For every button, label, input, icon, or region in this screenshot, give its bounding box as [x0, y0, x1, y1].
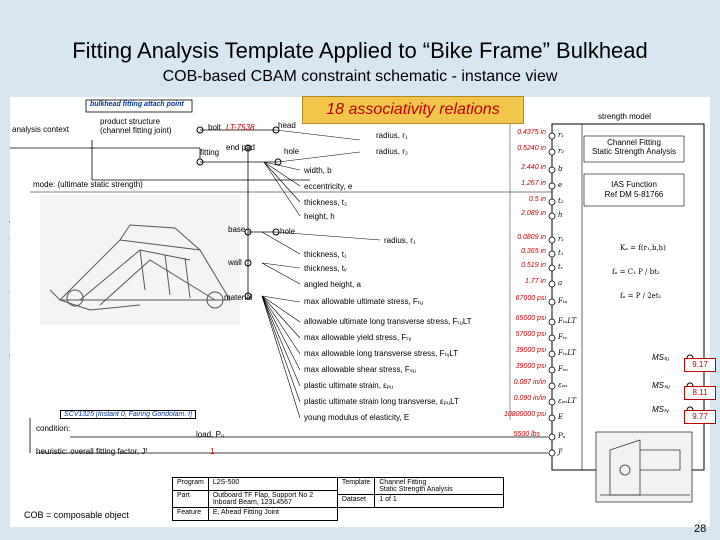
port-circle — [549, 299, 555, 305]
port-label: Pᵤ — [558, 432, 566, 440]
port-circle — [549, 450, 555, 456]
page-title: Fitting Analysis Template Applied to “Bike Frame” Bulkhead — [72, 38, 648, 63]
param-label: eccentricity, e — [304, 182, 353, 191]
part-label: Part — [173, 491, 209, 508]
dataset-label: Dataset — [337, 495, 374, 508]
port-circle — [549, 167, 555, 173]
port-label: b — [558, 165, 563, 173]
strength-model-label: strength model — [598, 112, 651, 121]
ias-function-box: IAS Function Ref DM 5-81766 — [604, 180, 664, 199]
fitting-joint-sketch — [596, 432, 692, 502]
param-label: plastic ultimate strain long transverse, εₚᵤLT — [304, 397, 459, 406]
param-value: 57000 psi — [515, 331, 546, 338]
param-value: 0.5240 in — [517, 145, 546, 152]
footnote: COB = composable object — [24, 510, 129, 520]
feature-value: E, Ahead Fitting Joint — [208, 508, 337, 521]
port-label: εₚᵤ — [558, 381, 568, 389]
param-label: young modulus of elasticity, E — [304, 413, 410, 422]
ms-label: MSₜᵧ — [652, 405, 670, 414]
port-circle — [549, 335, 555, 341]
port-label: εₚᵤLT — [558, 397, 577, 405]
port-circle — [549, 213, 555, 219]
param-label: max allowable shear stress, Fₛᵤ — [304, 365, 416, 374]
channel-fitting-box: Channel Fitting Static Strength Analysis — [591, 138, 677, 156]
param-label: allowable ultimate long transverse stress, FₜᵤLT — [304, 317, 472, 326]
page-number: 28 — [694, 523, 707, 535]
port-circle — [549, 399, 555, 405]
port-circle — [549, 133, 555, 139]
page-subtitle: COB-based CBAM constraint schematic - instance view — [162, 68, 558, 85]
port-label: tᵥ — [558, 263, 564, 271]
port-label: Fₛᵤ — [558, 365, 569, 373]
port-label: t₂ — [558, 197, 564, 205]
port-circle — [549, 434, 555, 440]
port-label: t₁ — [558, 249, 564, 257]
port-label: r₁ — [558, 131, 565, 139]
program-value: L2S-500 — [208, 478, 337, 491]
port-circle — [549, 251, 555, 257]
associativity-badge: 18 associativity relations — [302, 96, 524, 124]
product-structure-label: product structure (channel fitting joint) — [100, 117, 172, 135]
load-label: load, Pᵤ — [196, 430, 224, 439]
ms-value: 9.77 — [684, 410, 716, 424]
hole2-label: hole — [280, 227, 296, 236]
feature-label: Feature — [173, 508, 209, 521]
port-circle — [549, 383, 555, 389]
port-circle — [549, 415, 555, 421]
formula-3: fᵤ = P / 2et₁ — [620, 292, 662, 300]
param-label: width, b — [304, 166, 332, 175]
port-label: e — [558, 181, 563, 189]
param-label: radius, r₁ — [384, 236, 416, 245]
param-value: 10800000 psi — [503, 411, 546, 418]
param-label: thickness, t₁ — [304, 250, 347, 259]
port-label: Fₜᵤ — [558, 297, 568, 305]
ms-label: MSₜᵤ — [652, 353, 670, 362]
base-label: base — [228, 225, 246, 234]
formula-1: Kₐ = f(r₁,b,h) — [620, 244, 666, 252]
hole-label: hole — [284, 147, 300, 156]
param-label: thickness, t₂ — [304, 198, 348, 207]
condition-label: condition: — [36, 424, 71, 433]
port-circle — [549, 149, 555, 155]
port-circle — [549, 319, 555, 325]
port-label: r₂ — [558, 147, 565, 155]
info-table — [172, 477, 504, 521]
param-value: 0.0809 in — [517, 234, 546, 241]
param-value: 0.519 in — [521, 262, 546, 269]
part-value: Outboard TF Flap, Support No 2 Inboard Beam, 123L4567 — [208, 491, 337, 508]
param-value: 2.440 in — [521, 164, 546, 171]
param-value: 0.4375 in — [517, 129, 546, 136]
heuristic-label: heuristic: overall fitting factor, Jᶠ — [36, 447, 148, 456]
param-value: 39000 psi — [515, 347, 546, 354]
heuristic-value: 1 — [210, 447, 215, 456]
param-label: max allowable ultimate stress, Fₜᵤ — [304, 297, 424, 306]
port-label: a — [558, 279, 563, 287]
formula-2: fᵤ = C₁ P / bt₂ — [612, 268, 660, 276]
head-label: head — [278, 121, 296, 130]
param-value: 2.089 in — [521, 210, 546, 217]
port-label: r₁ — [558, 235, 565, 243]
wall-label: wall — [228, 258, 242, 267]
ms-value: 9.17 — [684, 358, 716, 372]
port-circle — [549, 351, 555, 357]
ms-value: 8.11 — [684, 386, 716, 400]
port-label: Jᶠ — [558, 448, 563, 456]
fitting-label: fitting — [200, 148, 220, 157]
param-value: 65000 psi — [515, 315, 546, 322]
port-circle — [549, 199, 555, 205]
port-circle — [549, 281, 555, 287]
ms-label: MSₛᵤ — [652, 381, 670, 390]
load-value: 5500 lbs — [513, 431, 540, 438]
port-circle — [549, 183, 555, 189]
template-label: Template — [337, 478, 374, 495]
param-label: plastic ultimate strain, εₚᵤ — [304, 381, 394, 390]
param-value: 0.090 in/in — [513, 395, 546, 402]
port-label: FₜᵤLT — [558, 317, 577, 325]
analysis-context-label: analysis context — [12, 125, 69, 134]
port-circle — [549, 265, 555, 271]
param-value: 1.267 in — [521, 180, 546, 187]
mode-label: mode: (ultimate static strength) — [33, 180, 143, 189]
program-label: Program — [173, 478, 209, 491]
bolt-value: LT-7538 — [226, 123, 255, 132]
param-value: 0.5 in — [528, 196, 546, 203]
param-label: max allowable yield stress, Fₜᵧ — [304, 333, 412, 342]
param-value: 0.365 in — [521, 248, 546, 255]
end-pad-label: end pad — [226, 143, 255, 152]
param-label: thickness, tᵥ — [304, 264, 347, 273]
param-label: height, h — [304, 212, 335, 221]
param-value: 0.087 in/in — [513, 379, 546, 386]
param-label: angled height, a — [304, 280, 361, 289]
param-value: 67000 psi — [515, 295, 546, 302]
material-label: material — [224, 293, 253, 302]
param-value: 39000 psi — [515, 363, 546, 370]
param-label: radius, r₁ — [376, 131, 408, 140]
bolt-label: bolt — [208, 123, 221, 132]
param-label: max allowable long transverse stress, FₜᵧLT — [304, 349, 459, 358]
port-circle — [549, 237, 555, 243]
dataset-value: 1 of 1 — [375, 495, 504, 508]
port-label: FₜᵧLT — [558, 349, 576, 357]
param-value: 1.77 in — [524, 278, 546, 285]
port-label: h — [558, 211, 563, 219]
param-label: radius, r₂ — [376, 147, 409, 156]
bike-frame-drawing — [40, 195, 240, 325]
attach-point-label: bulkhead fitting attach point — [90, 101, 184, 108]
port-circle — [549, 367, 555, 373]
port-label: E — [558, 413, 564, 421]
port-label: Fₜᵧ — [558, 333, 568, 341]
template-value: Channel Fitting Static Strength Analysis — [375, 478, 504, 495]
condition-ref: SCV1325 [Instant 0, Fairing Gondolam. f] — [60, 410, 196, 419]
